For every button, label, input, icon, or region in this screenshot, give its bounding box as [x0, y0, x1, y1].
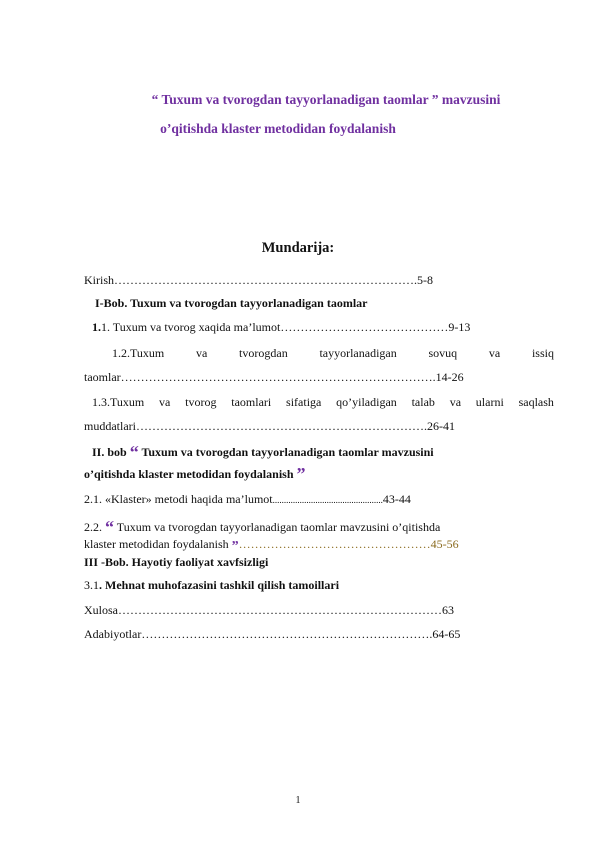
toc-entry-1-1-text: 1. Tuxum va tvorog xaqida ma’lumot……………………………………9-13: [101, 320, 471, 334]
toc-entry-xulosa: Xulosa………………………………………………………………………63: [84, 603, 454, 617]
toc-entry-2-2-line1: [84, 517, 440, 538]
toc-entry-1-2-line1: [112, 346, 554, 361]
toc-entry-3-1-number: 3.1: [84, 578, 99, 592]
toc-entry-2-2-line2: [84, 537, 459, 555]
toc-entry-2-2-text-line1: Tuxum va tvorogdan tayyorlanadigan taomlar mavzusini o’qitishda: [116, 520, 441, 534]
toc-word: issiq: [531, 346, 554, 360]
document-title-line2: o’qitishda klaster metodidan foydalanish: [160, 121, 396, 136]
toc-word: saqlash: [518, 395, 554, 409]
toc-chapter-2-title-line1: Tuxum va tvorogdan tayyorlanadigan taomlar mavzusini: [141, 445, 434, 459]
toc-word: ularni: [475, 395, 504, 409]
toc-word: qo’yiladigan: [336, 395, 397, 409]
toc-word: va: [159, 395, 171, 409]
quote-open: “: [105, 517, 114, 537]
toc-entry-2-1: [84, 492, 411, 507]
toc-word: tayyorlanadigan: [319, 346, 397, 360]
toc-word: tvorogdan: [239, 346, 288, 360]
toc-word: talab: [411, 395, 435, 409]
quote-close: ”: [231, 539, 239, 554]
toc-word: taomlari: [231, 395, 272, 409]
toc-entry-1-2-line2: taomlar…………………………………………………………………….14-26: [84, 370, 464, 384]
toc-entry-2-2-pages: …………………………………………45-56: [238, 537, 459, 551]
toc-entry-2-1-pages: 43-44: [382, 492, 411, 506]
toc-word: va: [195, 346, 208, 360]
toc-word: va: [449, 395, 462, 409]
toc-word: 1.3.Tuxum: [92, 395, 145, 409]
toc-entry-1-3-line2: muddatlari……………………………………………………………….26-41: [84, 419, 455, 433]
toc-chapter-2-line1: [92, 442, 434, 463]
toc-entry-kirish: Kirish………………………………………………………………….5-8: [84, 273, 433, 287]
toc-chapter-3-title: III -Bob. Hayotiy faoliyat xavfsizligi: [84, 555, 269, 569]
toc-word: sifatiga: [286, 395, 322, 409]
toc-entry-1-3-line1: [92, 395, 554, 410]
toc-entry-3-1-text: . Mehnat muhofazasini tashkil qilish tamoillari: [99, 578, 340, 592]
toc-word: tvorog: [185, 395, 217, 409]
document-title-line1: “ Tuxum va tvorogdan tayyorlanadigan taomlar ” mavzusini: [151, 92, 501, 107]
toc-word: sovuq: [428, 346, 458, 360]
toc-word: 1.2.Tuxum: [112, 346, 165, 360]
toc-entry-adabiyotlar: Adabiyotlar……………………………………………………………….64-65: [84, 627, 461, 641]
toc-chapter-2-title-line2: o’qitishda klaster metodidan foydalanish: [84, 467, 294, 481]
page-number: 1: [295, 795, 301, 806]
toc-word: va: [488, 346, 501, 360]
quote-close: ”: [296, 464, 306, 484]
toc-entry-3-1: [84, 578, 339, 593]
toc-chapter-2-prefix: II. bob: [92, 445, 127, 459]
quote-open: “: [129, 442, 139, 462]
toc-entry-1-1: [92, 320, 470, 335]
toc-entry-1-1-number: 1.: [92, 320, 101, 334]
toc-heading: Mundarija:: [261, 240, 335, 256]
toc-entry-2-1-text: 2.1. «Klaster» metodi haqida ma’lumot: [84, 492, 273, 506]
toc-chapter-1-title: I-Bob. Tuxum va tvorogdan tayyorlanadigan taomlar: [95, 296, 368, 310]
toc-entry-2-2-prefix: 2.2.: [84, 520, 102, 534]
toc-chapter-2-line2: [84, 464, 306, 485]
toc-entry-2-2-text-line2: klaster metodidan foydalanish: [84, 537, 229, 551]
toc-entry-2-1-dots: .................................................: [272, 495, 383, 505]
